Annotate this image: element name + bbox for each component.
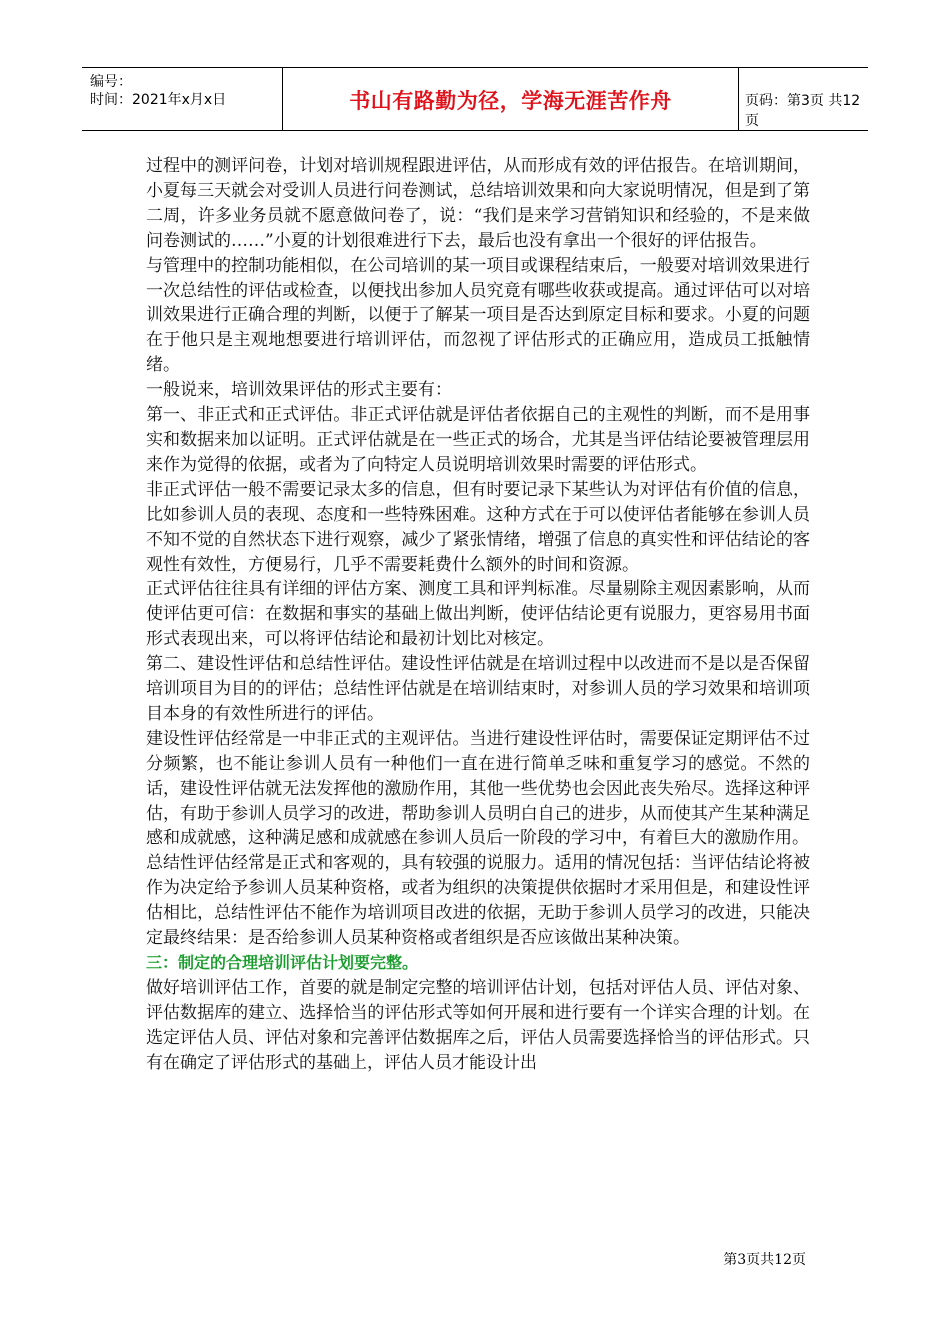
document-date-label: 时间：2021年x月x日	[90, 92, 227, 108]
body-paragraph: 一般说来，培训效果评估的形式主要有：	[146, 380, 452, 401]
body-paragraph: 过程中的测评问卷，计划对培训规程跟进评估，从而形成有效的评估报告。在培训期间，小夏每三天就会对受训人员进行问卷测试，总结培训效果和向大家说明情况，但是到了第二周，许多业务员就不愿意做问卷了，说：“我们是来学习营销知识和经验的，不是来做问卷测试的……”小夏的计划很难进行下去，最后也没有拿出一个很好的评估报告。	[146, 156, 810, 251]
body-paragraph: 第一、非正式和正式评估。非正式评估就是评估者依据自己的主观性的判断，而不是用事实和数据来加以证明。正式评估就是在一些正式的场合，尤其是当评估结论要被管理层用来作为觉得的依据，或者为了向特定人员说明培训效果时需要的评估形式。	[146, 405, 810, 475]
header-motto: 书山有路勤为径，学海无涯苦作舟	[349, 89, 672, 113]
header-page-number: 页码：第3页 共12页	[745, 93, 861, 129]
body-paragraph: 做好培训评估工作，首要的就是制定完整的培训评估计划，包括对评估人员、评估对象、评估数据库的建立、选择恰当的评估形式等如何开展和进行要有一个详实合理的计划。在选定评估人员、评估对象和完善评估数据库之后，评估人员需要选择恰当的评估形式。只有在确定了评估形式的基础上，评估人员才能设计出	[146, 977, 810, 1073]
header-meta-cell	[82, 68, 282, 130]
section-heading: 三：制定的合理培训评估计划要完整。	[146, 953, 419, 972]
body-paragraph: 非正式评估一般不需要记录太多的信息，但有时要记录下某些认为对评估有价值的信息，比如参训人员的表现、态度和一些特殊困难。这种方式在于可以使评估者能够在参训人员不知不觉的自然状态下进行观察，减少了紧张情绪，增强了信息的真实性和评估结论的客观性有效性，方便易行，几乎不需要耗费什么额外的时间和资源。	[146, 479, 810, 575]
body-paragraph: 总结性评估经常是正式和客观的，具有较强的说服力。适用的情况包括：当评估结论将被作为决定给予参训人员某种资格，或者为组织的决策提供依据时才采用但是，和建设性评估相比，总结性评估不能作为培训项目改进的依据，无助于参训人员学习的改进，只能决定最终结果：是否给参训人员某种资格或者组织是否应该做出某种决策。	[146, 853, 810, 949]
document-body	[146, 154, 810, 1076]
footer-page-number: 第3页共12页	[723, 1252, 806, 1268]
document-number-label: 编号：	[90, 74, 132, 90]
body-paragraph: 与管理中的控制功能相似，在公司培训的某一项目或课程结束后，一般要对培训效果进行一次总结性的评估或检查，以便找出参加人员究竟有哪些收获或提高。通过评估可以对培训效果进行正确合理的判断，以便于了解某一项目是否达到原定目标和要求。小夏的问题在于他只是主观地想要进行培训评估，而忽视了评估形式的正确应用，造成员工抵触情绪。	[146, 255, 810, 376]
page-header	[82, 67, 868, 131]
header-page-cell	[737, 68, 868, 130]
body-paragraph: 第二、建设性评估和总结性评估。建设性评估就是在培训过程中以改进而不是以是否保留培训项目为目的的评估；总结性评估就是在培训结束时，对参训人员的学习效果和培训项目本身的有效性所进行的评估。	[146, 654, 810, 724]
body-paragraph: 正式评估往往具有详细的评估方案、测度工具和评判标准。尽量剔除主观因素影响，从而使评估更可信：在数据和事实的基础上做出判断，使评估结论更有说服力，更容易用书面形式表现出来，可以将评估结论和最初计划比对核定。	[146, 579, 810, 650]
header-motto-cell	[282, 68, 739, 130]
body-paragraph: 建设性评估经常是一中非正式的主观评估。当进行建设性评估时，需要保证定期评估不过分频繁，也不能让参训人员有一种他们一直在进行简单乏味和重复学习的感觉。不然的话，建设性评估就无法发挥他的激励作用，其他一些优势也会因此丧失殆尽。选择这种评估，有助于参训人员学习的改进，帮助参训人员明白自己的进步，从而使其产生某种满足感和成就感，这种满足感和成就感在参训人员后一阶段的学习中，有着巨大的激励作用。	[146, 728, 810, 849]
